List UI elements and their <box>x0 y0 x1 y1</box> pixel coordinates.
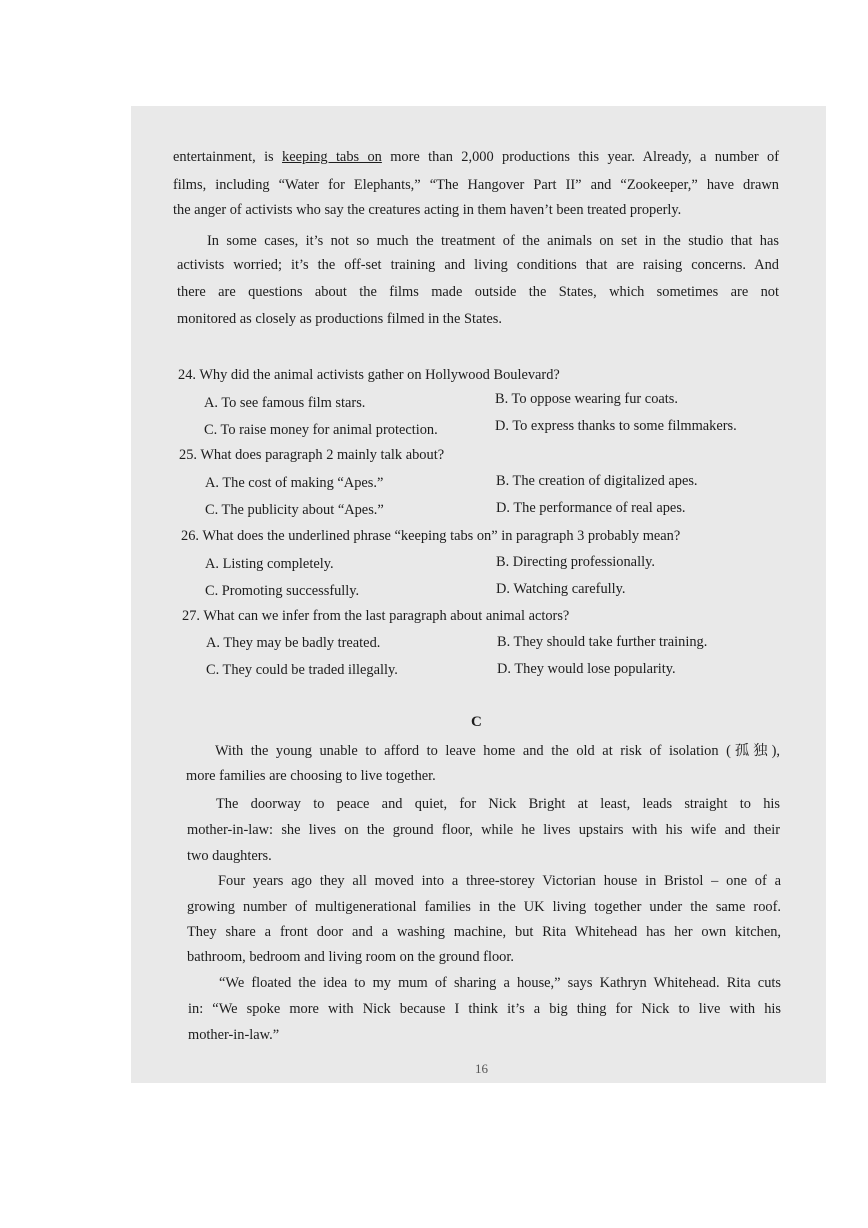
answer-option: D. Watching carefully. <box>496 581 626 597</box>
answer-option: D. To express thanks to some filmmakers. <box>495 418 737 434</box>
text-line: more families are choosing to live together. <box>186 768 436 784</box>
text-line: In some cases, it’s not so much the treatment of the animals on set in the studio that has <box>207 233 779 249</box>
answer-option: B. They should take further training. <box>497 634 708 650</box>
text-line: With the young unable to afford to leave home and the old at risk of isolation (孤独), <box>215 743 780 759</box>
text-fragment: entertainment, is <box>173 149 283 165</box>
answer-option: C. To raise money for animal protection. <box>204 422 438 438</box>
answer-option: D. The performance of real apes. <box>496 500 686 516</box>
answer-option: A. The cost of making “Apes.” <box>205 475 384 491</box>
answer-option: D. They would lose popularity. <box>497 661 676 677</box>
question-stem: 25. What does paragraph 2 mainly talk about? <box>179 447 445 463</box>
page-number: 16 <box>475 1061 488 1076</box>
answer-option: A. They may be badly treated. <box>206 635 381 651</box>
answer-option: B. To oppose wearing fur coats. <box>495 391 678 407</box>
underlined-phrase: keeping tabs on <box>282 149 382 165</box>
text-line: monitored as closely as productions filmed in the States. <box>177 311 502 327</box>
text-line: two daughters. <box>187 848 272 864</box>
answer-option: B. The creation of digitalized apes. <box>496 473 698 489</box>
section-heading: C <box>471 714 482 730</box>
text-fragment: more than 2,000 productions this year. Already, a number of <box>390 149 779 165</box>
question-stem: 26. What does the underlined phrase “keeping tabs on” in paragraph 3 probably mean? <box>181 528 681 544</box>
text-line: activists worried; it’s the off-set training and living conditions that are raising concerns. And <box>177 257 779 273</box>
text-line: the anger of activists who say the creatures acting in them haven’t been treated properly. <box>173 202 682 218</box>
answer-option: B. Directing professionally. <box>496 554 655 570</box>
text-line: bathroom, bedroom and living room on the ground floor. <box>187 949 514 965</box>
answer-option: A. To see famous film stars. <box>204 395 366 411</box>
text-line <box>173 148 779 166</box>
text-line: They share a front door and a washing machine, but Rita Whitehead has her own kitchen, <box>187 924 781 940</box>
answer-option: C. Promoting successfully. <box>205 583 360 599</box>
answer-option: C. They could be traded illegally. <box>206 662 398 678</box>
text-line: films, including “Water for Elephants,” “The Hangover Part II” and “Zookeeper,” have drawn <box>173 177 779 193</box>
question-stem: 27. What can we infer from the last paragraph about animal actors? <box>182 608 570 624</box>
text-line: in: “We spoke more with Nick because I think it’s a big thing for Nick to live with his <box>188 1001 781 1017</box>
text-line: “We floated the idea to my mum of sharing a house,” says Kathryn Whitehead. Rita cuts <box>219 975 781 991</box>
text-line: there are questions about the films made outside the States, which sometimes are not <box>177 284 779 300</box>
text-line: growing number of multigenerational families in the UK living together under the same roof. <box>187 899 781 915</box>
text-line: The doorway to peace and quiet, for Nick Bright at least, leads straight to his <box>216 796 780 812</box>
question-stem: 24. Why did the animal activists gather on Hollywood Boulevard? <box>178 367 560 383</box>
text-line: Four years ago they all moved into a three-storey Victorian house in Bristol – one of a <box>218 873 781 889</box>
text-line: mother-in-law: she lives on the ground floor, while he lives upstairs with his wife and their <box>187 822 780 838</box>
text-line: mother-in-law.” <box>188 1027 280 1043</box>
answer-option: C. The publicity about “Apes.” <box>205 502 384 518</box>
answer-option: A. Listing completely. <box>205 556 334 572</box>
page-content <box>131 106 826 1083</box>
scanned-page <box>131 106 826 1083</box>
